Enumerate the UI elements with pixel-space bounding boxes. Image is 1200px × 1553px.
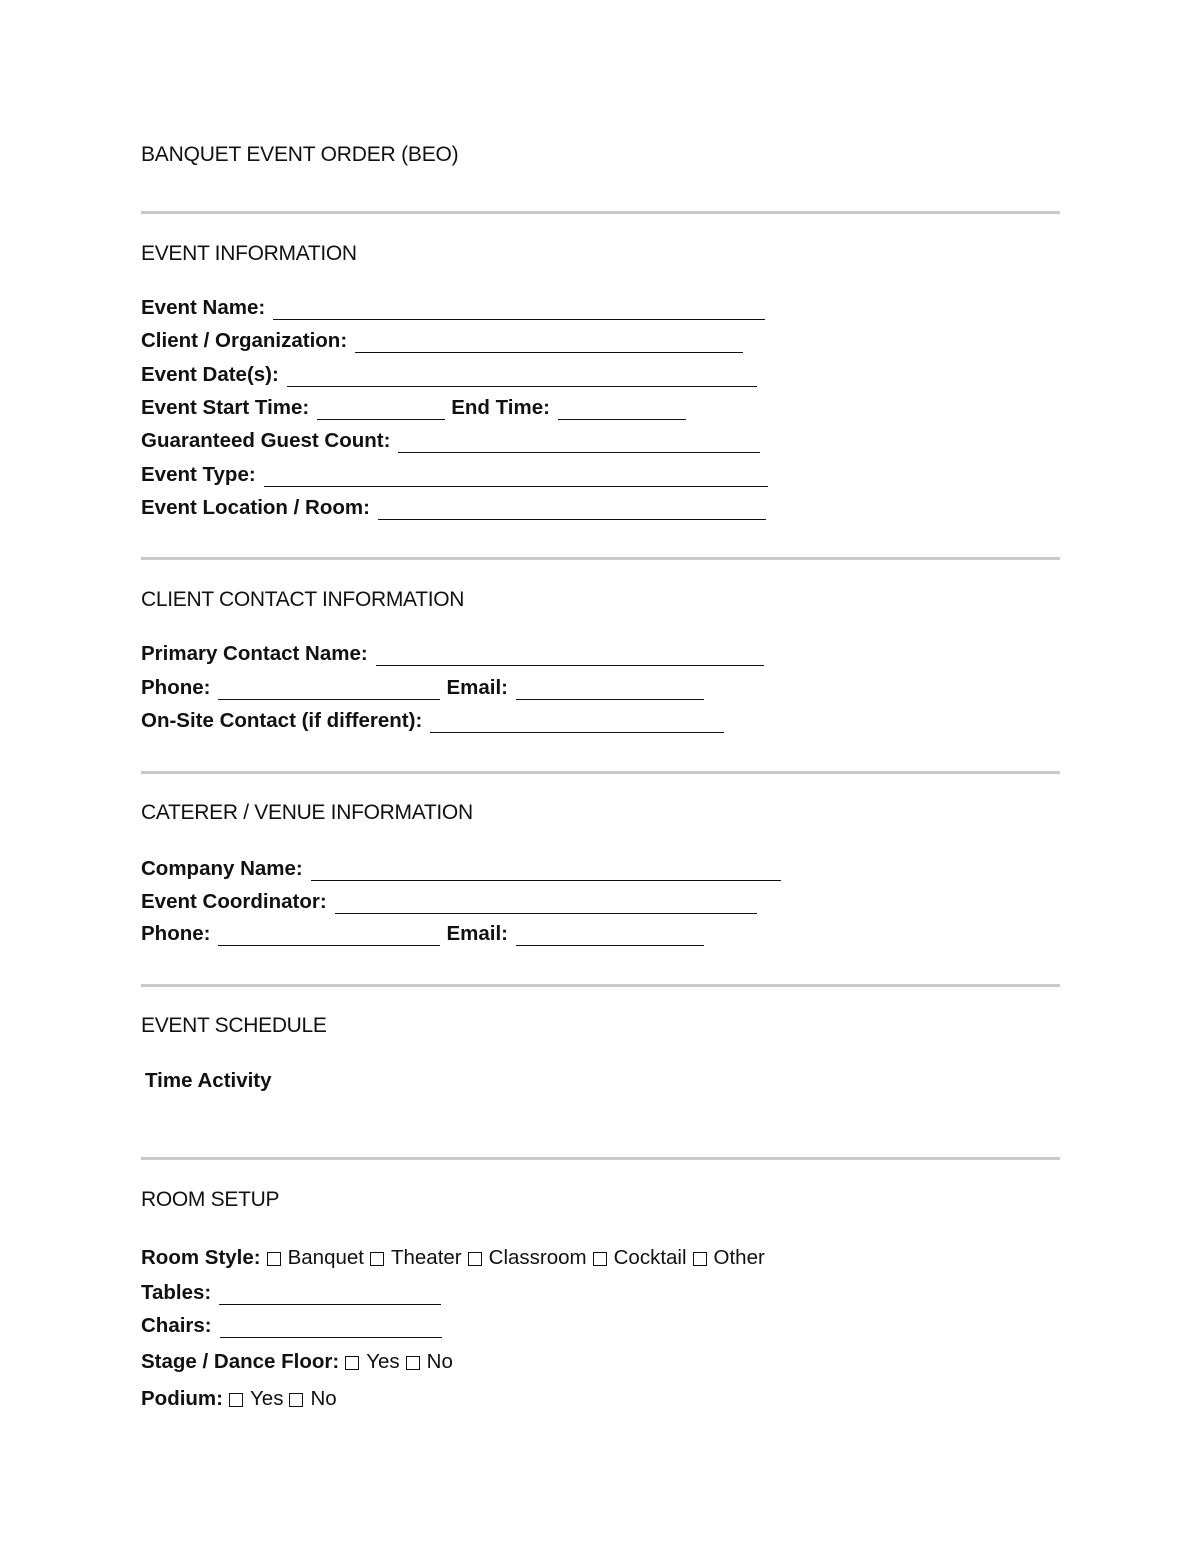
event-name-row	[141, 290, 765, 320]
checkbox-icon[interactable]	[406, 1356, 420, 1370]
onsite-contact-label: On-Site Contact (if different):	[141, 709, 423, 732]
chairs-label: Chairs:	[141, 1314, 212, 1337]
client-organization-field[interactable]	[355, 330, 743, 353]
start-time-label: Event Start Time:	[141, 396, 310, 419]
podium-yes-option[interactable]: Yes	[229, 1387, 283, 1411]
onsite-contact-row	[141, 703, 724, 733]
checkbox-icon[interactable]	[267, 1252, 281, 1266]
client-email-field[interactable]	[516, 677, 704, 700]
event-type-row	[141, 457, 768, 487]
checkbox-icon[interactable]	[468, 1252, 482, 1266]
location-room-row	[141, 490, 766, 520]
section-heading-room-setup: ROOM SETUP	[141, 1188, 280, 1211]
client-phone-email-row	[141, 670, 704, 700]
stage-dance-floor-row	[141, 1344, 453, 1374]
event-coordinator-field[interactable]	[335, 891, 757, 914]
checkbox-icon[interactable]	[229, 1393, 243, 1407]
company-name-field[interactable]	[311, 858, 781, 881]
section-heading-client-contact: CLIENT CONTACT INFORMATION	[141, 588, 465, 611]
event-type-label: Event Type:	[141, 463, 256, 486]
client-organization-label: Client / Organization:	[141, 329, 348, 352]
checkbox-icon[interactable]	[593, 1252, 607, 1266]
client-phone-field[interactable]	[218, 677, 440, 700]
schedule-column-activity: Activity	[197, 1069, 272, 1092]
section-heading-event-schedule: EVENT SCHEDULE	[141, 1014, 327, 1037]
event-dates-row	[141, 357, 757, 387]
checkbox-icon[interactable]	[289, 1393, 303, 1407]
location-room-label: Event Location / Room:	[141, 496, 370, 519]
primary-contact-row	[141, 636, 764, 666]
primary-contact-field[interactable]	[376, 643, 764, 666]
chairs-row	[141, 1308, 442, 1338]
venue-phone-field[interactable]	[218, 923, 440, 946]
checkbox-icon[interactable]	[370, 1252, 384, 1266]
tables-row	[141, 1275, 441, 1305]
stage-dance-floor-label: Stage / Dance Floor:	[141, 1350, 340, 1373]
event-coordinator-label: Event Coordinator:	[141, 890, 327, 913]
client-email-label: Email:	[446, 676, 508, 699]
company-name-row	[141, 851, 781, 881]
schedule-header-row	[145, 1069, 277, 1093]
section-divider	[141, 557, 1060, 560]
tables-label: Tables:	[141, 1281, 212, 1304]
end-time-field[interactable]	[558, 397, 686, 420]
chairs-field[interactable]	[220, 1315, 442, 1338]
guest-count-row	[141, 423, 760, 453]
client-organization-row	[141, 323, 743, 353]
event-dates-field[interactable]	[287, 364, 757, 387]
start-time-field[interactable]	[317, 397, 445, 420]
room-style-option-other[interactable]: Other	[693, 1246, 765, 1270]
room-style-row	[141, 1240, 765, 1270]
schedule-column-time: Time	[145, 1069, 193, 1092]
section-divider	[141, 771, 1060, 774]
primary-contact-label: Primary Contact Name:	[141, 642, 368, 665]
event-dates-label: Event Date(s):	[141, 363, 279, 386]
guest-count-field[interactable]	[398, 430, 760, 453]
client-phone-label: Phone:	[141, 676, 211, 699]
guest-count-label: Guaranteed Guest Count:	[141, 429, 391, 452]
podium-label: Podium:	[141, 1387, 223, 1410]
stage-no-option[interactable]: No	[406, 1350, 453, 1374]
event-name-label: Event Name:	[141, 296, 266, 319]
checkbox-icon[interactable]	[345, 1356, 359, 1370]
checkbox-icon[interactable]	[693, 1252, 707, 1266]
event-type-field[interactable]	[264, 464, 768, 487]
section-divider	[141, 984, 1060, 987]
room-style-option-classroom[interactable]: Classroom	[468, 1246, 587, 1270]
room-style-option-banquet[interactable]: Banquet	[267, 1246, 364, 1270]
company-name-label: Company Name:	[141, 857, 303, 880]
podium-row	[141, 1381, 337, 1411]
venue-email-label: Email:	[446, 922, 508, 945]
room-style-label: Room Style:	[141, 1246, 261, 1269]
venue-email-field[interactable]	[516, 923, 704, 946]
venue-phone-email-row	[141, 916, 704, 946]
event-name-field[interactable]	[273, 297, 765, 320]
stage-yes-option[interactable]: Yes	[345, 1350, 399, 1374]
room-style-option-cocktail[interactable]: Cocktail	[593, 1246, 687, 1270]
venue-phone-label: Phone:	[141, 922, 211, 945]
tables-field[interactable]	[219, 1282, 441, 1305]
onsite-contact-field[interactable]	[430, 710, 724, 733]
document-title: BANQUET EVENT ORDER (BEO)	[141, 143, 459, 166]
event-time-row	[141, 390, 686, 420]
section-heading-caterer-venue: CATERER / VENUE INFORMATION	[141, 801, 473, 824]
room-style-option-theater[interactable]: Theater	[370, 1246, 462, 1270]
event-coordinator-row	[141, 884, 757, 914]
section-divider	[141, 211, 1060, 214]
podium-no-option[interactable]: No	[289, 1387, 336, 1411]
location-room-field[interactable]	[378, 497, 766, 520]
section-divider	[141, 1157, 1060, 1160]
end-time-label: End Time:	[451, 396, 550, 419]
section-heading-event-information: EVENT INFORMATION	[141, 242, 357, 265]
